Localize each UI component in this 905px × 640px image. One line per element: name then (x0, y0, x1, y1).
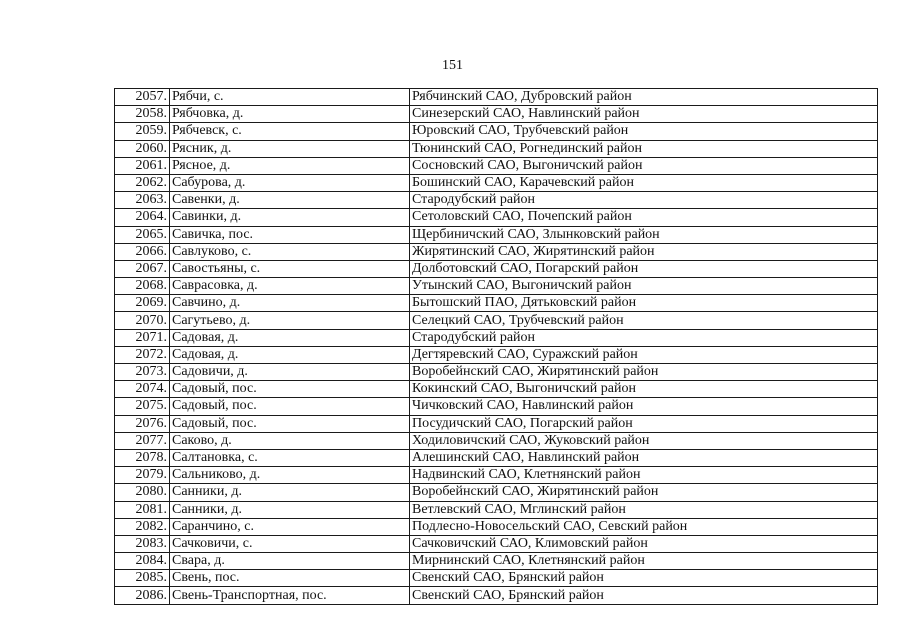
administrative-area-cell: Свенский САО, Брянский район (410, 570, 878, 587)
administrative-area-cell: Посудичский САО, Погарский район (410, 415, 878, 432)
table-row (115, 312, 878, 329)
row-number-cell: 2058. (115, 106, 170, 123)
row-number-cell: 2078. (115, 449, 170, 466)
settlement-name-cell: Саково, д. (170, 432, 410, 449)
settlement-name-cell: Санники, д. (170, 501, 410, 518)
row-number-cell: 2083. (115, 535, 170, 552)
row-number-cell: 2071. (115, 329, 170, 346)
row-number-cell: 2080. (115, 484, 170, 501)
administrative-area-cell: Ветлевский САО, Мглинский район (410, 501, 878, 518)
settlement-name-cell: Савинки, д. (170, 209, 410, 226)
settlement-name-cell: Садовый, пос. (170, 398, 410, 415)
settlement-name-cell: Свень, пос. (170, 570, 410, 587)
administrative-area-cell: Мирнинский САО, Клетнянский район (410, 553, 878, 570)
administrative-area-cell: Юровский САО, Трубчевский район (410, 123, 878, 140)
administrative-area-cell: Сосновский САО, Выгоничский район (410, 157, 878, 174)
table-row (115, 226, 878, 243)
settlement-name-cell: Садовая, д. (170, 346, 410, 363)
settlement-name-cell: Садовый, пос. (170, 381, 410, 398)
row-number-cell: 2057. (115, 89, 170, 106)
administrative-area-cell: Долботовский САО, Погарский район (410, 260, 878, 277)
row-number-cell: 2076. (115, 415, 170, 432)
row-number-cell: 2064. (115, 209, 170, 226)
administrative-area-cell: Надвинский САО, Клетнянский район (410, 467, 878, 484)
administrative-area-cell: Кокинский САО, Выгоничский район (410, 381, 878, 398)
table-row (115, 346, 878, 363)
table-row (115, 553, 878, 570)
table-row (115, 243, 878, 260)
settlement-name-cell: Савичка, пос. (170, 226, 410, 243)
administrative-area-cell: Селецкий САО, Трубчевский район (410, 312, 878, 329)
table-row (115, 329, 878, 346)
settlement-name-cell: Рябчевск, с. (170, 123, 410, 140)
administrative-area-cell: Тюнинский САО, Рогнединский район (410, 140, 878, 157)
settlement-name-cell: Савенки, д. (170, 192, 410, 209)
row-number-cell: 2081. (115, 501, 170, 518)
administrative-area-cell: Жирятинский САО, Жирятинский район (410, 243, 878, 260)
row-number-cell: 2061. (115, 157, 170, 174)
table-row (115, 587, 878, 604)
table-row (115, 123, 878, 140)
table-row (115, 106, 878, 123)
administrative-area-cell: Алешинский САО, Навлинский район (410, 449, 878, 466)
administrative-area-cell: Стародубский район (410, 329, 878, 346)
row-number-cell: 2062. (115, 174, 170, 191)
administrative-area-cell: Бытошский ПАО, Дятьковский район (410, 295, 878, 312)
table-row (115, 535, 878, 552)
settlement-name-cell: Савлуково, с. (170, 243, 410, 260)
settlements-table (114, 88, 878, 605)
settlement-name-cell: Сачковичи, с. (170, 535, 410, 552)
row-number-cell: 2063. (115, 192, 170, 209)
table-row (115, 140, 878, 157)
table-row (115, 570, 878, 587)
table-row (115, 364, 878, 381)
settlement-name-cell: Свара, д. (170, 553, 410, 570)
settlement-name-cell: Рябчи, с. (170, 89, 410, 106)
settlement-name-cell: Рябчовка, д. (170, 106, 410, 123)
administrative-area-cell: Воробейнский САО, Жирятинский район (410, 484, 878, 501)
table-row (115, 192, 878, 209)
table-row (115, 467, 878, 484)
administrative-area-cell: Щербиничский САО, Злынковский район (410, 226, 878, 243)
row-number-cell: 2072. (115, 346, 170, 363)
table-row (115, 415, 878, 432)
administrative-area-cell: Рябчинский САО, Дубровский район (410, 89, 878, 106)
row-number-cell: 2077. (115, 432, 170, 449)
administrative-area-cell: Сачковичский САО, Климовский район (410, 535, 878, 552)
table-row (115, 381, 878, 398)
table-row (115, 449, 878, 466)
settlement-name-cell: Садовая, д. (170, 329, 410, 346)
settlement-name-cell: Сабурова, д. (170, 174, 410, 191)
settlement-name-cell: Саранчино, с. (170, 518, 410, 535)
row-number-cell: 2084. (115, 553, 170, 570)
row-number-cell: 2086. (115, 587, 170, 604)
row-number-cell: 2082. (115, 518, 170, 535)
table-row (115, 518, 878, 535)
administrative-area-cell: Дегтяревский САО, Суражский район (410, 346, 878, 363)
row-number-cell: 2073. (115, 364, 170, 381)
row-number-cell: 2066. (115, 243, 170, 260)
table-row (115, 501, 878, 518)
settlement-name-cell: Савостьяны, с. (170, 260, 410, 277)
table-row (115, 432, 878, 449)
administrative-area-cell: Синезерский САО, Навлинский район (410, 106, 878, 123)
row-number-cell: 2079. (115, 467, 170, 484)
settlement-name-cell: Санники, д. (170, 484, 410, 501)
row-number-cell: 2075. (115, 398, 170, 415)
table-row (115, 260, 878, 277)
settlement-name-cell: Свень-Транспортная, пос. (170, 587, 410, 604)
administrative-area-cell: Ходиловичский САО, Жуковский район (410, 432, 878, 449)
table-row (115, 398, 878, 415)
row-number-cell: 2065. (115, 226, 170, 243)
table-row (115, 157, 878, 174)
page-number: 151 (442, 58, 463, 73)
row-number-cell: 2074. (115, 381, 170, 398)
table-row (115, 209, 878, 226)
administrative-area-cell: Сетоловский САО, Почепский район (410, 209, 878, 226)
settlement-name-cell: Рясник, д. (170, 140, 410, 157)
row-number-cell: 2068. (115, 278, 170, 295)
row-number-cell: 2085. (115, 570, 170, 587)
table-row (115, 174, 878, 191)
administrative-area-cell: Свенский САО, Брянский район (410, 587, 878, 604)
administrative-area-cell: Чичковский САО, Навлинский район (410, 398, 878, 415)
settlement-name-cell: Сальниково, д. (170, 467, 410, 484)
table-row (115, 278, 878, 295)
settlement-name-cell: Садовичи, д. (170, 364, 410, 381)
administrative-area-cell: Подлесно-Новосельский САО, Севский район (410, 518, 878, 535)
administrative-area-cell: Бошинский САО, Карачевский район (410, 174, 878, 191)
administrative-area-cell: Утынский САО, Выгоничский район (410, 278, 878, 295)
table-body (115, 89, 878, 605)
row-number-cell: 2060. (115, 140, 170, 157)
settlement-name-cell: Рясное, д. (170, 157, 410, 174)
settlement-name-cell: Сагутьево, д. (170, 312, 410, 329)
settlements-table-wrapper (114, 88, 878, 605)
settlement-name-cell: Салтановка, с. (170, 449, 410, 466)
table-row (115, 295, 878, 312)
administrative-area-cell: Воробейнский САО, Жирятинский район (410, 364, 878, 381)
row-number-cell: 2070. (115, 312, 170, 329)
row-number-cell: 2069. (115, 295, 170, 312)
settlement-name-cell: Саврасовка, д. (170, 278, 410, 295)
administrative-area-cell: Стародубский район (410, 192, 878, 209)
settlement-name-cell: Садовый, пос. (170, 415, 410, 432)
settlement-name-cell: Савчино, д. (170, 295, 410, 312)
row-number-cell: 2067. (115, 260, 170, 277)
row-number-cell: 2059. (115, 123, 170, 140)
table-row (115, 89, 878, 106)
table-row (115, 484, 878, 501)
